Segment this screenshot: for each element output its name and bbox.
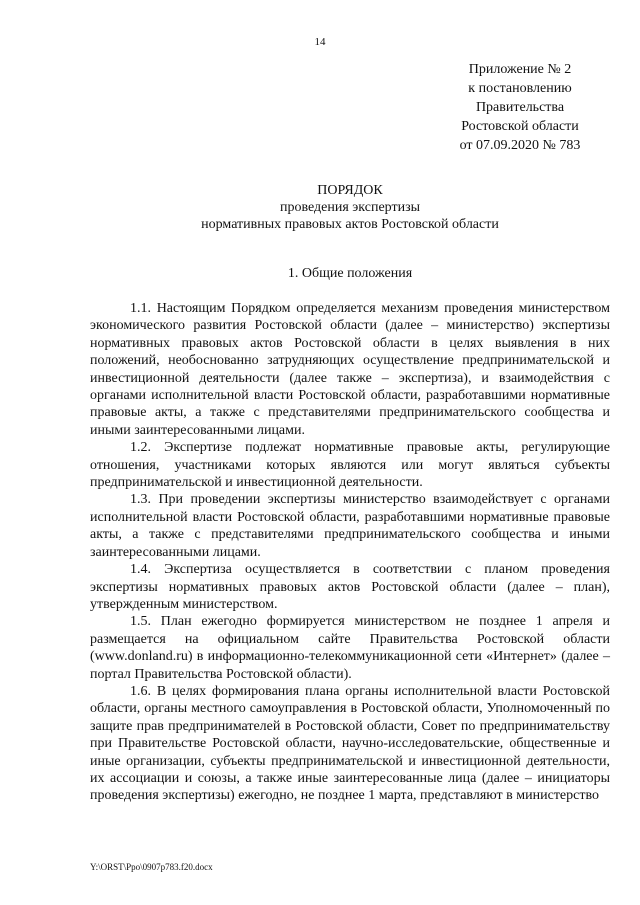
title-subtitle: проведения экспертизы — [279, 200, 421, 215]
title-subtitle: нормативных правовых актов Ростовской области — [201, 217, 499, 232]
paragraph-1-2: 1.2. Экспертизе подлежат нормативные правовые акты, регулирующие отношения, участниками которых являются или могут являться субъекты предпринимательской и инвестиционной деятельности. — [90, 440, 610, 491]
appendix-block — [440, 60, 600, 155]
paragraph-1-6: 1.6. В целях формирования плана органы исполнительной власти Ростовской области, органы местного самоуправления в Ростовской области, Уполномоченный по защите прав предпринимателей в Ростовской области, Совет по предпринимательству при Правительстве Ростовской области, научно-исследовательские, общественные и иные организации, субъекты предпринимательской и инвестиционной деятельности, их ассоциации и союзы, а также иные заинтересованные лица (далее – инициаторы проведения экспертизы) ежегодно, не позднее 1 марта, представляют в министерство — [90, 683, 610, 804]
paragraph-1-5: 1.5. План ежегодно формируется министерством не позднее 1 апреля и размещается на официальном сайте Правительства Ростовской области (www.donland.ru) в информационно-телекоммуникационной сети «Интернет» (далее – портал Правительства Ростовской области). — [90, 614, 610, 682]
paragraph-1-4: 1.4. Экспертиза осуществляется в соответствии с планом проведения экспертизы нормативных правовых актов Ростовской области (далее – план), утвержденным министерством. — [90, 562, 610, 612]
appendix-line: Ростовской области — [461, 119, 579, 134]
paragraph-1-3: 1.3. При проведении экспертизы министерство взаимодействует с органами исполнительной власти Ростовской области, разработавшими нормативные правовые акты, а также с представителями предпринимательского сообщества и иными заинтересованными лицами. — [90, 492, 610, 560]
appendix-line: Правительства — [475, 100, 565, 115]
title-main: ПОРЯДОК — [317, 183, 383, 198]
appendix-line: от 07.09.2020 № 783 — [459, 138, 581, 153]
section-heading: 1. Общие положения — [287, 266, 413, 281]
document-body — [90, 300, 610, 805]
footer-file-path: Y:\ORST\Ppo\0907p783.f20.docx — [90, 862, 213, 872]
paragraph-1-1: 1.1. Настоящим Порядком определяется механизм проведения министерством экономического развития Ростовской области (далее – министерство) экспертизы нормативных правовых актов Ростовской области в целях выявления в них положений, необоснованно затрудняющих осуществление предпринимательской и инвестиционной деятельности (далее также – экспертиза), и взаимодействия с органами исполнительной власти Ростовской области, разработавшими нормативные правовые акты, а также с представителями предпринимательского сообщества и иными заинтересованными лицами. — [90, 301, 610, 438]
document-title — [0, 182, 640, 233]
appendix-line: к постановлению — [468, 81, 572, 96]
appendix-line: Приложение № 2 — [468, 62, 572, 77]
page-number: 14 — [314, 36, 326, 48]
